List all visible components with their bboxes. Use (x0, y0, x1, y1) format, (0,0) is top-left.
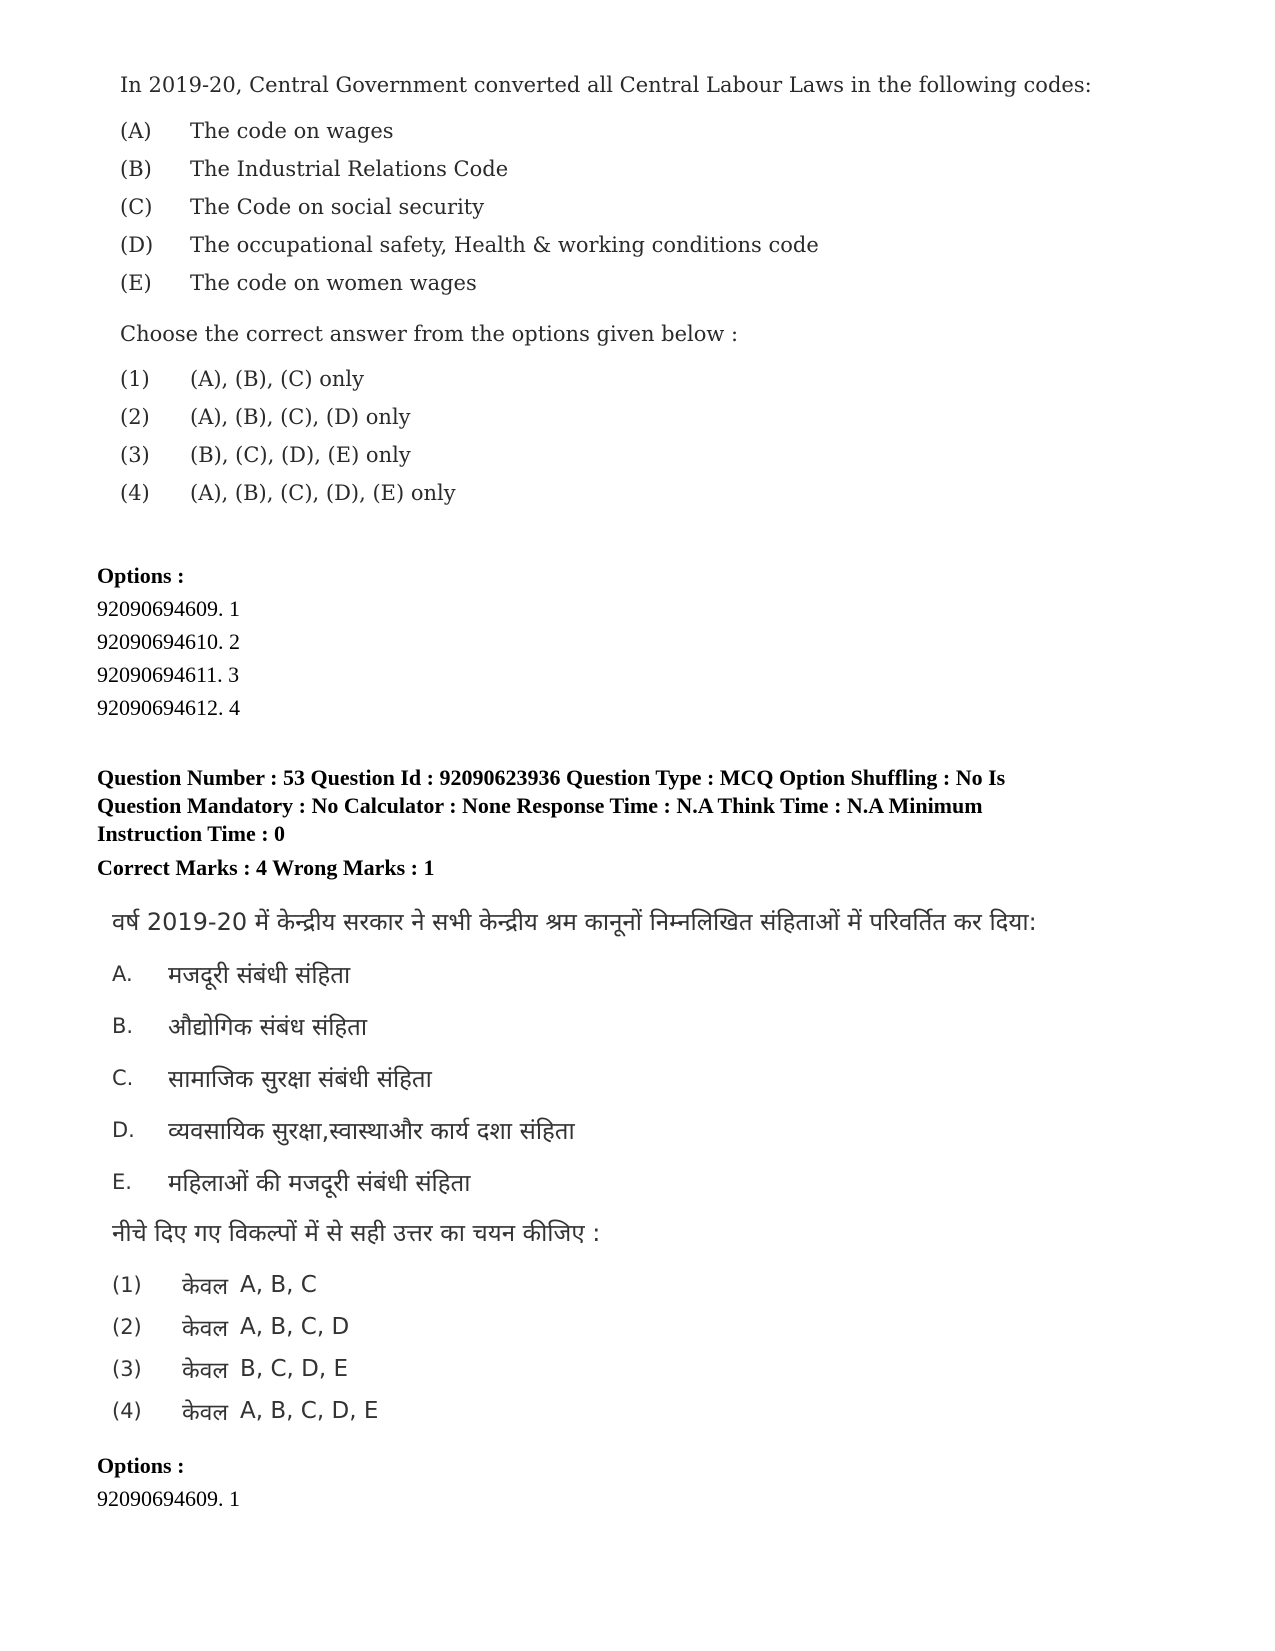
statement-label: (E) (120, 271, 152, 295)
choice-label: (3) (112, 1357, 142, 1381)
choice-label: (1) (112, 1273, 142, 1297)
question-meta (97, 764, 1197, 882)
statement-item (120, 112, 1120, 150)
marks-line: Correct Marks : 4 Wrong Marks : 1 (97, 855, 435, 880)
choice-item (112, 1306, 1112, 1348)
choice-text: (A), (B), (C) only (190, 367, 364, 391)
statement-text: महिलाओं की मजदूरी संबंधी संहिता (168, 1168, 471, 1197)
meta-line: Question Number : 53 Question Id : 92090623936 Question Type : MCQ Option Shuffling : No Is (97, 765, 1006, 790)
statement-item (112, 1052, 1112, 1104)
choice-only-word: केवल (182, 1400, 229, 1426)
answer-instruction: नीचे दिए गए विकल्पों में से सही उत्तर का चयन कीजिए : (112, 1219, 601, 1247)
choice-text: A, B, C, D (240, 1314, 350, 1340)
statement-label: C. (112, 1066, 134, 1090)
choice-text: (A), (B), (C), (D), (E) only (190, 481, 456, 505)
options-title: Options : (97, 563, 185, 588)
statement-label: (C) (120, 195, 153, 219)
choice-only-word: केवल (182, 1274, 229, 1300)
options-title: Options : (97, 1453, 185, 1478)
option-id: 92090694610. 2 (97, 629, 240, 654)
statement-label: (D) (120, 233, 154, 257)
choice-label: (2) (112, 1315, 142, 1339)
choice-text: B, C, D, E (240, 1356, 348, 1382)
statement-label: A. (112, 962, 133, 986)
question-stem: In 2019-20, Central Government converted all Central Labour Laws in the following codes: (120, 73, 1092, 97)
statement-text: The code on women wages (190, 271, 477, 295)
choice-label: (2) (120, 405, 150, 429)
option-id: 92090694611. 3 (97, 662, 240, 687)
options-block-prev (97, 560, 240, 724)
choice-list (112, 1264, 1112, 1432)
statement-label: D. (112, 1118, 135, 1142)
choice-text: (A), (B), (C), (D) only (190, 405, 411, 429)
choice-item (112, 1348, 1112, 1390)
choice-only-word: केवल (182, 1316, 229, 1342)
statement-text: मजदूरी संबंधी संहिता (168, 960, 351, 989)
choice-item (120, 360, 1120, 398)
option-id: 92090694609. 1 (97, 1486, 240, 1511)
statement-item (112, 1156, 1112, 1208)
choice-item (112, 1390, 1112, 1432)
choice-list (120, 360, 1120, 512)
statement-item (120, 188, 1120, 226)
statement-item (120, 264, 1120, 302)
answer-instruction: Choose the correct answer from the options given below : (120, 322, 739, 346)
statement-text: सामाजिक सुरक्षा संबंधी संहिता (168, 1064, 432, 1093)
choice-text: A, B, C (240, 1272, 317, 1298)
statement-item (120, 226, 1120, 264)
option-id: 92090694612. 4 (97, 695, 240, 720)
statement-label: B. (112, 1014, 134, 1038)
choice-item (112, 1264, 1112, 1306)
statement-text: औद्योगिक संबंध संहिता (168, 1012, 368, 1041)
choice-item (120, 436, 1120, 474)
statement-item (120, 150, 1120, 188)
options-block-next (97, 1450, 240, 1515)
statement-list (120, 112, 1120, 302)
option-id: 92090694609. 1 (97, 596, 240, 621)
choice-text: A, B, C, D, E (240, 1398, 379, 1424)
choice-label: (1) (120, 367, 150, 391)
meta-line: Instruction Time : 0 (97, 821, 286, 846)
statement-item (112, 1104, 1112, 1156)
choice-item (120, 398, 1120, 436)
choice-label: (3) (120, 443, 150, 467)
choice-text: (B), (C), (D), (E) only (190, 443, 411, 467)
choice-label: (4) (112, 1399, 142, 1423)
statement-label: (B) (120, 157, 152, 181)
choice-item (120, 474, 1120, 512)
statement-text: The code on wages (190, 119, 394, 143)
statement-item (112, 948, 1112, 1000)
statement-list (112, 948, 1112, 1208)
statement-label: E. (112, 1170, 132, 1194)
statement-text: The occupational safety, Health & working conditions code (190, 233, 819, 257)
meta-line: Question Mandatory : No Calculator : None Response Time : N.A Think Time : N.A Minimum (97, 793, 983, 818)
question-stem: वर्ष 2019-20 में केन्द्रीय सरकार ने सभी केन्द्रीय श्रम कानूनों निम्नलिखित संहिताओं में परिवर्तित कर दिया: (112, 908, 1037, 936)
choice-only-word: केवल (182, 1358, 229, 1384)
statement-label: (A) (120, 119, 152, 143)
statement-item (112, 1000, 1112, 1052)
statement-text: The Code on social security (190, 195, 485, 219)
choice-label: (4) (120, 481, 150, 505)
statement-text: व्यवसायिक सुरक्षा,स्वास्थाऔर कार्य दशा संहिता (168, 1116, 575, 1145)
question-53-hindi (112, 900, 1112, 1432)
question-52-english (120, 70, 1120, 512)
statement-text: The Industrial Relations Code (190, 157, 509, 181)
